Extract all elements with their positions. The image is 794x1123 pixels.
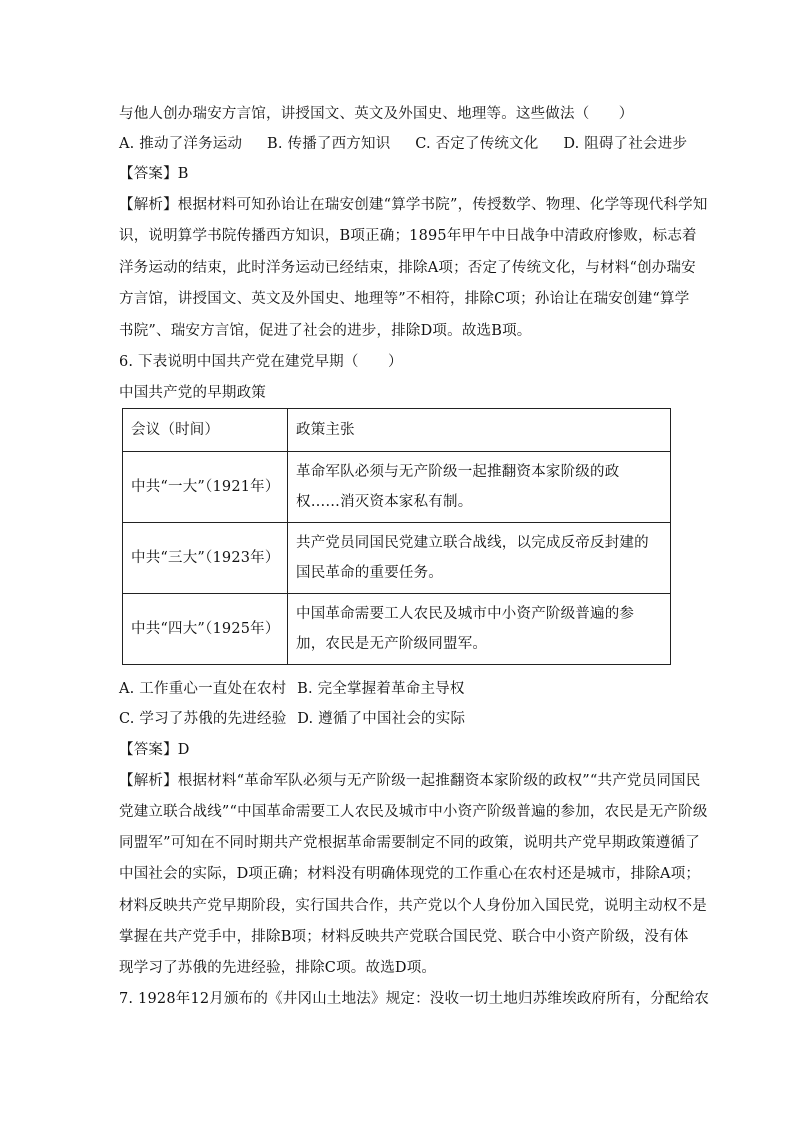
q6-analysis-line-3: 同盟军”可知在不同时期共产党根据革命需要制定不同的政策，说明共产党早期政策遵循了: [119, 835, 700, 851]
table-cell-meeting: 中共“四大”（1925年）: [123, 594, 288, 665]
table-cell-policy: 中国革命需要工人农民及城市中小资产阶级普遍的参加，农民是无产阶级同盟军。: [288, 594, 671, 665]
q6-options-row-2: [119, 709, 471, 729]
q5-answer: 【答案】B: [119, 166, 189, 182]
table-cell-policy: 共产党员同国民党建立联合战线，以完成反帝反封建的国民革命的重要任务。: [288, 523, 671, 594]
table-header-row: [123, 409, 671, 452]
q6-analysis-line-6: 掌握在共产党手中，排除B项；材料反映共产党联合国民党、联合中小资产阶级，没有体: [119, 929, 689, 945]
q5-option-c: C. 否定了传统文化: [415, 136, 539, 152]
table-cell-policy: 革命军队必须与无产阶级一起推翻资本家阶级的政权……消灭资本家私有制。: [288, 452, 671, 523]
q6-analysis-line-7: 现学习了苏俄的先进经验，排除C项。故选D项。: [119, 960, 437, 976]
q5-option-a: A. 推动了洋务运动: [119, 136, 243, 152]
q6-answer: 【答案】D: [119, 742, 190, 758]
q6-option-d: D. 遵循了中国社会的实际: [297, 711, 466, 727]
q6-analysis-line-2: 党建立联合战线”“中国革命需要工人农民及城市中小资产阶级普遍的参加，农民是无产阶级: [119, 804, 708, 820]
policy-table: [122, 408, 671, 665]
q5-option-b: B. 传播了西方知识: [267, 136, 391, 152]
q5-options: [119, 134, 707, 154]
q6-option-b: B. 完全掌握着革命主导权: [297, 681, 465, 697]
table-row: [123, 594, 671, 665]
q5-analysis-line-4: 方言馆，讲授国文、英文及外国史、地理等”不相符，排除C项；孙诒让在瑞安创建“算学: [119, 291, 690, 307]
q6-stem: 6. 下表说明中国共产党在建党早期（ ）: [119, 354, 403, 370]
table-header-policy: 政策主张: [288, 409, 671, 452]
q5-analysis-line-3: 洋务运动的结束，此时洋务运动已经结束，排除A项；否定了传统文化，与材料“创办瑞安: [119, 260, 696, 276]
q5-analysis-line-5: 书院”、瑞安方言馆，促进了社会的进步，排除D项。故选B项。: [119, 323, 532, 339]
q5-analysis-line-1: 【解析】根据材料可知孙诒让在瑞安创建“算学书院”，传授数学、物理、化学等现代科学知: [119, 197, 708, 213]
table-row: [123, 523, 671, 594]
table-cell-meeting: 中共“三大”（1923年）: [123, 523, 288, 594]
q6-option-a: A. 工作重心一直处在农村: [119, 681, 287, 697]
q5-analysis-line-2: 识，说明算学书院传播西方知识，B项正确；1895年甲午中日战争中清政府惨败，标志着: [119, 228, 697, 244]
table-row: [123, 452, 671, 523]
q5-stem-tail: 与他人创办瑞安方言馆，讲授国文、英文及外国史、地理等。这些做法（ ）: [119, 106, 634, 122]
q6-analysis-line-1: 【解析】根据材料“革命军队必须与无产阶级一起推翻资本家阶级的政权”“共产党员同国民: [119, 773, 701, 789]
q6-analysis-line-4: 中国社会的实际，D项正确；材料没有明确体现党的工作重心在农村还是城市，排除A项；: [119, 866, 701, 882]
q6-table-title: 中国共产党的早期政策: [119, 385, 266, 401]
table-cell-meeting: 中共“一大”（1921年）: [123, 452, 288, 523]
table-header-meeting: 会议（时间）: [123, 409, 288, 452]
q6-option-c: C. 学习了苏俄的先进经验: [119, 711, 287, 727]
q5-option-d: D. 阻碍了社会进步: [563, 136, 688, 152]
q6-options-row-1: [119, 679, 471, 699]
q6-analysis-line-5: 材料反映共产党早期阶段，实行国共合作，共产党以个人身份加入国民党，说明主动权不是: [119, 898, 707, 914]
q7-stem-start: 7. 1928年12月颁布的《井冈山土地法》规定：没收一切土地归苏维埃政府所有，分配给农: [119, 991, 710, 1007]
